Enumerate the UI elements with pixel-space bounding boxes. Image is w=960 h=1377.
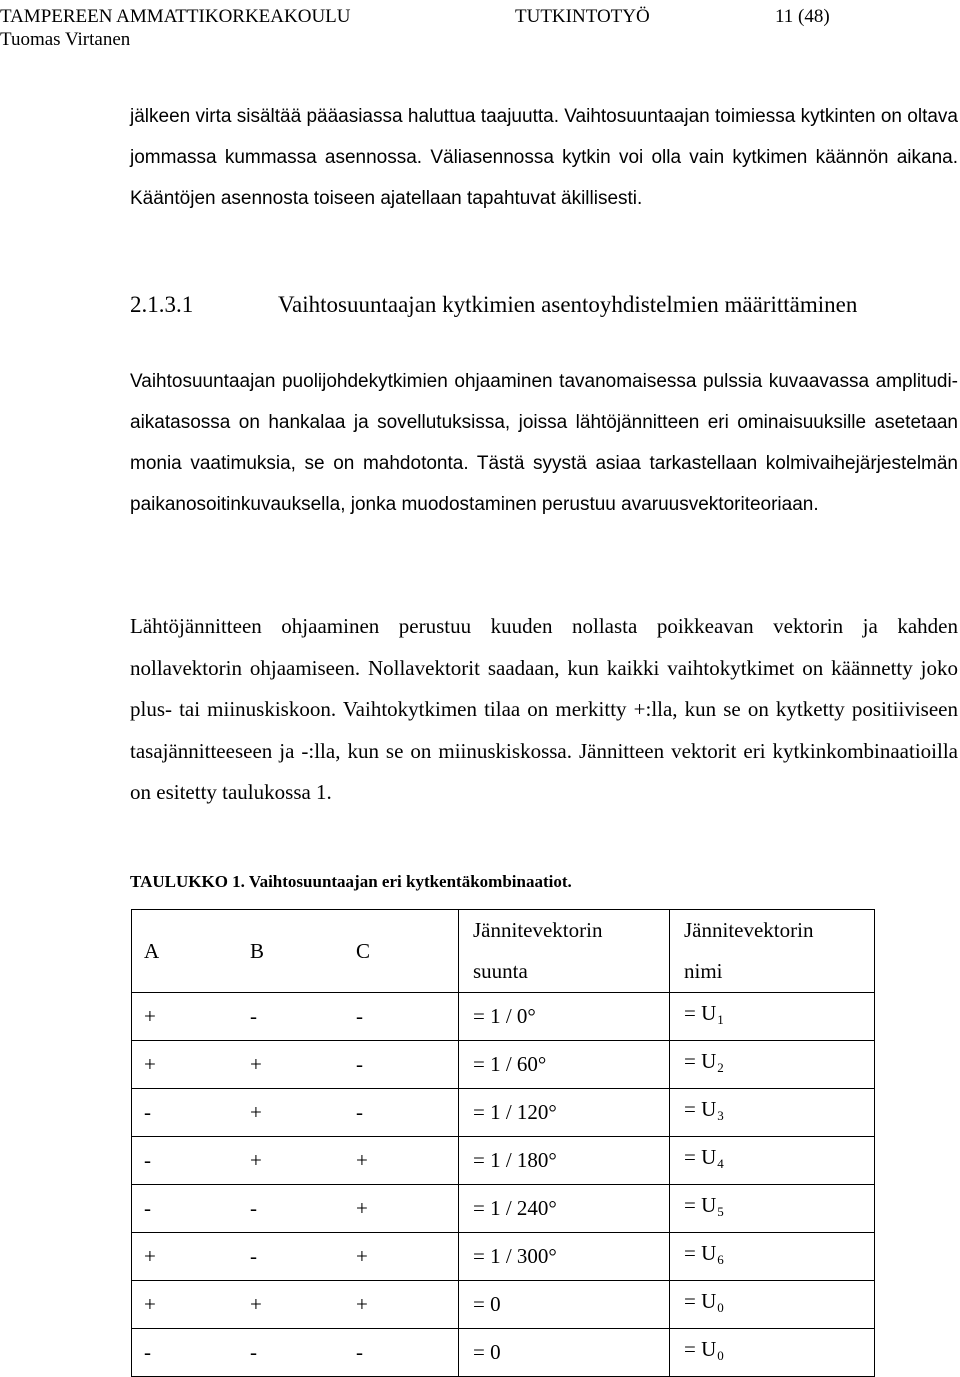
switch-combination-table <box>131 909 875 1377</box>
vector-name-cell <box>670 1329 875 1377</box>
switch-c-state: - <box>356 1004 363 1028</box>
vector-name-cell <box>670 1233 875 1281</box>
vector-subscript: 3 <box>717 1108 724 1123</box>
page-number: 11 (48) <box>775 6 830 27</box>
switch-c-state: - <box>356 1340 363 1364</box>
section-heading <box>130 290 857 320</box>
header-direction-line2: suunta <box>473 959 528 983</box>
table-row <box>132 1137 875 1185</box>
switch-states <box>132 1329 459 1377</box>
vector-subscript: 0 <box>717 1348 724 1363</box>
table-row <box>132 1185 875 1233</box>
switch-a-state: + <box>144 1052 156 1076</box>
table-caption: TAULUKKO 1. Vaihtosuuntaajan eri kytkentäkombinaatiot. <box>130 872 572 891</box>
vector-name: = U <box>684 1193 717 1217</box>
vector-name: = U <box>684 1289 717 1313</box>
switch-b-state: + <box>250 1292 262 1316</box>
vector-name-cell <box>670 1089 875 1137</box>
table-row <box>132 1281 875 1329</box>
switch-states <box>132 1185 459 1233</box>
vector-name: = U <box>684 1049 717 1073</box>
vector-direction: = 1 / 60° <box>459 1041 670 1089</box>
switch-b-state: + <box>250 1100 262 1124</box>
vector-subscript: 6 <box>717 1252 724 1267</box>
section-title: Vaihtosuuntaajan kytkimien asentoyhdistelmien määrittäminen <box>278 292 858 317</box>
paragraph-continuation: jälkeen virta sisältää pääasiassa haluttua taajuutta. Vaihtosuuntaajan toimiessa kytkinten on oltava jommassa kummassa asennossa. Väliasennossa kytkin voi olla vain kytkimen käännön aikana. Kääntöjen asennosta toiseen ajatellaan tapahtuvat äkillisesti. <box>130 106 958 209</box>
vector-name-cell <box>670 993 875 1041</box>
switch-a-state: - <box>144 1340 151 1364</box>
switch-b-state: - <box>250 1340 257 1364</box>
header-abc <box>132 910 459 993</box>
header-b: B <box>250 938 265 963</box>
table-row <box>132 1329 875 1377</box>
vector-direction: = 1 / 0° <box>459 993 670 1041</box>
header-name-line1: Jännitevektorin <box>684 918 814 942</box>
vector-subscript: 2 <box>717 1060 724 1075</box>
switch-b-state: + <box>250 1052 262 1076</box>
section-number: 2.1.3.1 <box>130 292 194 317</box>
vector-name-cell <box>670 1137 875 1185</box>
vector-direction: = 1 / 120° <box>459 1089 670 1137</box>
switch-a-state: + <box>144 1292 156 1316</box>
header-direction-line1: Jännitevektorin <box>473 918 603 942</box>
page-header <box>0 6 960 56</box>
vector-name: = U <box>684 1145 717 1169</box>
vector-name-cell <box>670 1185 875 1233</box>
switch-states <box>132 1041 459 1089</box>
vector-name-cell <box>670 1281 875 1329</box>
switch-a-state: + <box>144 1244 156 1268</box>
vector-name-cell <box>670 1041 875 1089</box>
switch-a-state: - <box>144 1100 151 1124</box>
switch-a-state: + <box>144 1004 156 1028</box>
header-name <box>670 910 875 993</box>
header-direction <box>459 910 670 993</box>
paragraph-zero-vectors: Lähtöjännitteen ohjaaminen perustuu kuuden nollasta poikkeavan vektorin ja kahden nollavektorin ohjaamiseen. Nollavektorit saadaan, kun kaikki vaihtokytkimet on käännetty joko plus- tai miinuskiskoon. Vaihtokytkimen tilaa on merkitty +:lla, kun se on kytketty positiiviseen tasajännitteeseen ja -:lla, kun se on miinuskiskossa. Jännitteen vektorit eri kytkinkombinaatioilla on esitetty taulukossa 1. <box>130 614 958 804</box>
header-a: A <box>144 938 160 963</box>
vector-subscript: 4 <box>717 1156 724 1171</box>
paragraph-space-vector-intro: Vaihtosuuntaajan puolijohdekytkimien ohjaaminen tavanomaisessa pulssia kuvaavassa amplitudi-aikatasossa on hankalaa ja sovellutuksissa, joissa lähtöjännitteen eri ominaisuuksille asetetaan monia vaatimuksia, se on mahdotonta. Tästä syystä asiaa tarkastellaan kolmivaihejärjestelmän paikanosoitinkuvauksella, jonka muodostaminen perustuu avaruusvektoriteoriaan. <box>130 371 958 515</box>
switch-states <box>132 1281 459 1329</box>
header-c: C <box>356 938 371 963</box>
institution-name: TAMPEREEN AMMATTIKORKEAKOULU <box>0 6 351 27</box>
header-name-line2: nimi <box>684 959 723 983</box>
table-row <box>132 1041 875 1089</box>
vector-direction: = 1 / 240° <box>459 1185 670 1233</box>
vector-name: = U <box>684 1241 717 1265</box>
switch-c-state: + <box>356 1244 368 1268</box>
switch-states <box>132 1089 459 1137</box>
vector-name: = U <box>684 1097 717 1121</box>
switch-states <box>132 993 459 1041</box>
switch-b-state: + <box>250 1148 262 1172</box>
vector-direction: = 0 <box>459 1281 670 1329</box>
switch-b-state: - <box>250 1004 257 1028</box>
switch-c-state: + <box>356 1148 368 1172</box>
switch-states <box>132 1233 459 1281</box>
vector-subscript: 1 <box>717 1012 724 1027</box>
table-header-row <box>132 910 875 993</box>
switch-a-state: - <box>144 1148 151 1172</box>
switch-states <box>132 1137 459 1185</box>
switch-b-state: - <box>250 1196 257 1220</box>
table-body <box>132 993 875 1377</box>
table-row <box>132 993 875 1041</box>
vector-direction: = 0 <box>459 1329 670 1377</box>
vector-subscript: 0 <box>717 1300 724 1315</box>
table-row <box>132 1233 875 1281</box>
switch-a-state: - <box>144 1196 151 1220</box>
vector-name: = U <box>684 1001 717 1025</box>
vector-direction: = 1 / 180° <box>459 1137 670 1185</box>
switch-b-state: - <box>250 1244 257 1268</box>
table-row <box>132 1089 875 1137</box>
switch-c-state: - <box>356 1052 363 1076</box>
vector-subscript: 5 <box>717 1204 724 1219</box>
switch-c-state: + <box>356 1292 368 1316</box>
document-type: TUTKINTOTYÖ <box>515 6 650 27</box>
vector-name: = U <box>684 1337 717 1361</box>
switch-c-state: - <box>356 1100 363 1124</box>
switch-c-state: + <box>356 1196 368 1220</box>
author-name: Tuomas Virtanen <box>0 29 131 50</box>
vector-direction: = 1 / 300° <box>459 1233 670 1281</box>
